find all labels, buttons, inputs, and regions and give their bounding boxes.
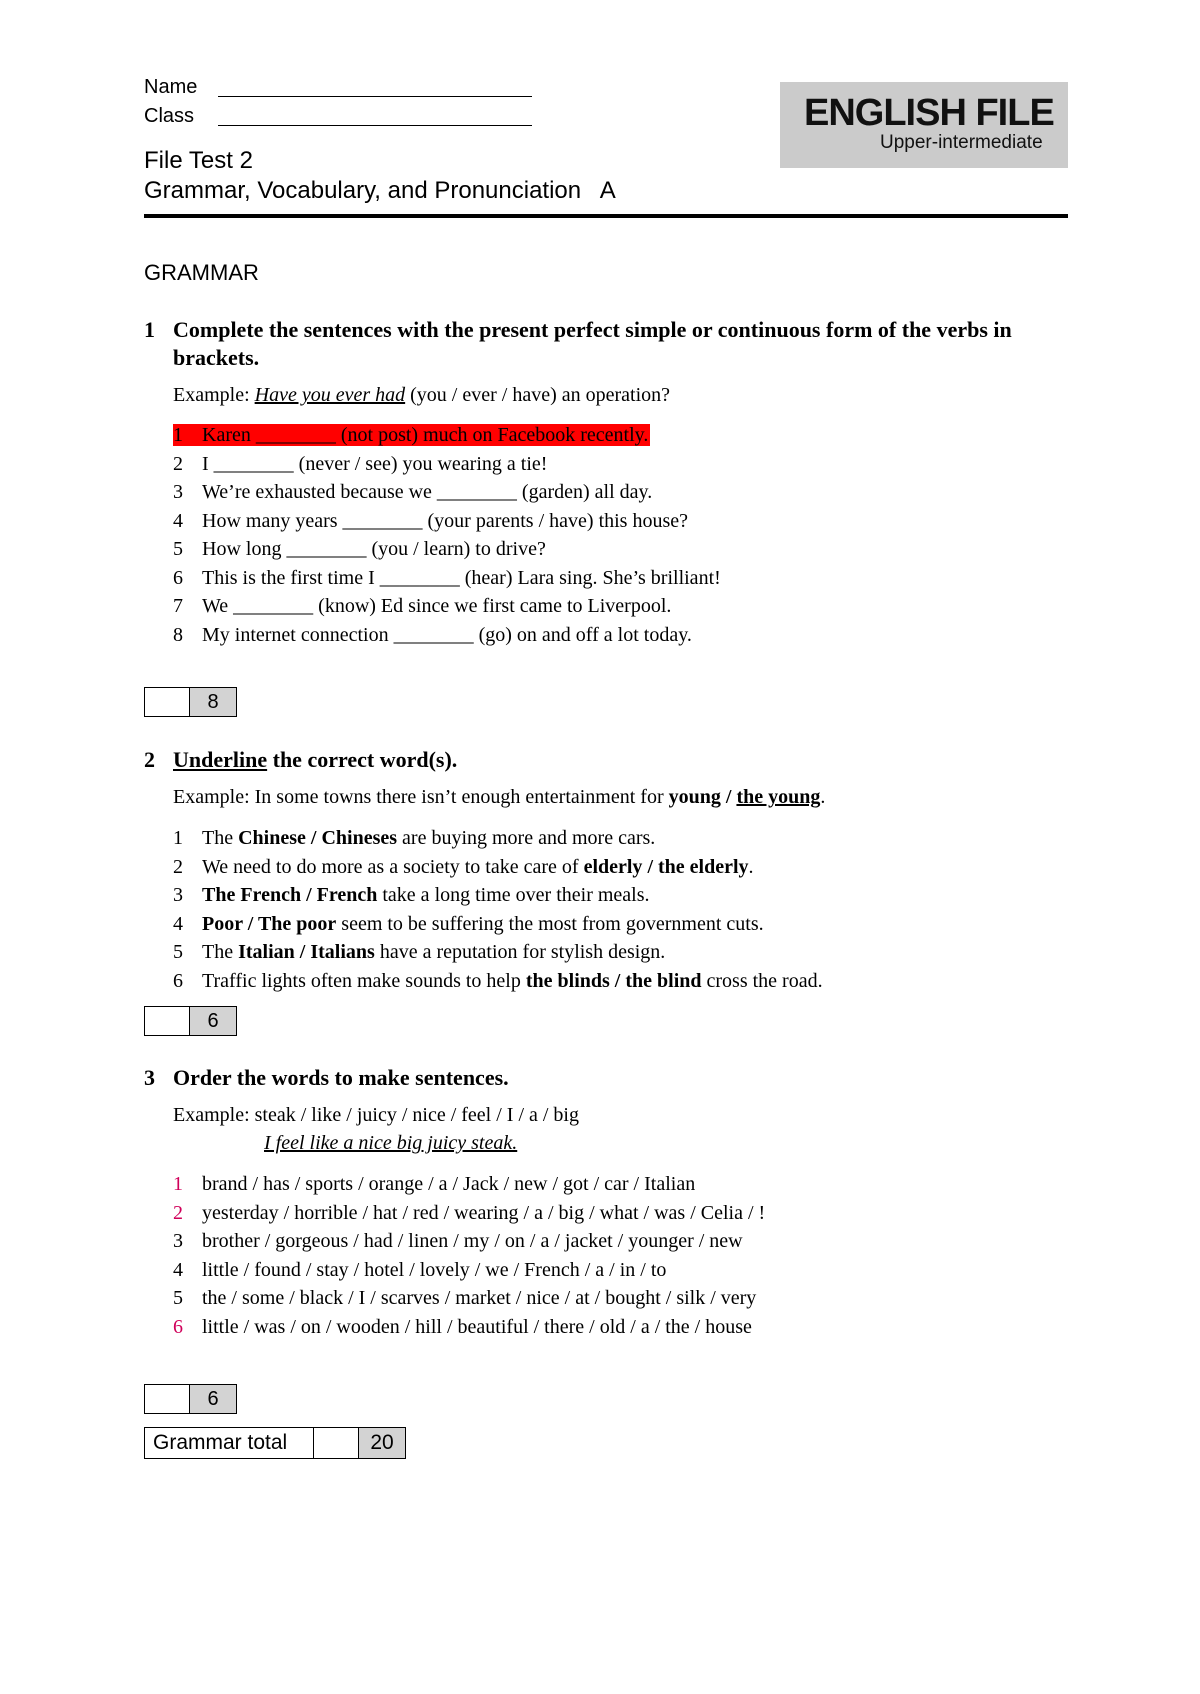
item-number: 2 (173, 855, 183, 878)
item-separator: / (301, 884, 317, 906)
item-text: Karen ________ (not post) much on Facebook recently. (202, 424, 649, 446)
item-option2[interactable]: French (316, 884, 378, 906)
q2-items (173, 824, 823, 995)
item-pre: Traffic lights often make sounds to help (202, 969, 526, 992)
item-number: 4 (173, 1258, 183, 1281)
item-post: seem to be suffering the most from government cuts. (336, 912, 764, 935)
q2-number: 2 (144, 747, 155, 772)
item-number: 4 (173, 509, 183, 532)
grammar-total-box (144, 1427, 406, 1459)
q2-score-box (144, 1006, 237, 1036)
item-text: How long ________ (you / learn) to drive? (202, 538, 546, 560)
item-number: 1 (173, 827, 183, 849)
q2-example-label: Example: (173, 786, 250, 808)
q1-example-label: Example: (173, 384, 250, 406)
test-title-line1: File Test 2 (144, 147, 253, 174)
q3-item-4[interactable] (173, 1256, 765, 1285)
q1-instruction: Complete the sentences with the present perfect simple or continuous form of the verbs in brackets. (173, 317, 1012, 370)
q3-score-max: 6 (190, 1385, 236, 1413)
q1-score-box (144, 687, 237, 717)
item-text: little / found / stay / hotel / lovely / we / French / a / in / to (202, 1258, 667, 1281)
item-post: . (748, 855, 754, 878)
item-text: yesterday / horrible / hat / red / wearing / a / big / what / was / Celia / ! (202, 1201, 766, 1224)
class-label: Class (144, 105, 195, 127)
q3-number: 3 (144, 1065, 155, 1090)
item-text: We’re exhausted because we ________ (garden) all day. (202, 481, 653, 503)
grammar-total-label: Grammar total (145, 1428, 314, 1458)
q2-item-6[interactable] (173, 967, 823, 996)
q2-example-pre: In some towns there isn’t enough entertainment for (254, 786, 669, 808)
item-option2[interactable]: Chineses (321, 827, 398, 849)
item-text: This is the first time I ________ (hear) Lara sing. She’s brilliant! (202, 566, 721, 589)
q1-item-8[interactable] (173, 621, 721, 650)
q2-instruction-underlined: Underline (173, 747, 268, 772)
item-text: brother / gorgeous / had / linen / my / on / a / jacket / younger / new (202, 1230, 743, 1252)
item-number: 6 (173, 566, 183, 589)
item-separator: / (609, 969, 626, 992)
q2-item-5[interactable] (173, 938, 823, 967)
item-number: 5 (173, 941, 183, 963)
item-text: We ________ (know) Ed since we first came to Liverpool. (202, 595, 672, 617)
section-title: GRAMMAR (144, 260, 259, 285)
item-text: My internet connection ________ (go) on and off a lot today. (202, 623, 692, 646)
item-number: 6 (173, 1315, 183, 1338)
q1-example-rest: (you / ever / have) an operation? (405, 384, 671, 406)
item-separator: / (242, 912, 258, 935)
q3-example-words: steak / like / juicy / nice / feel / I / a / big (254, 1104, 579, 1126)
item-option1[interactable]: The French (202, 884, 302, 906)
item-number: 3 (173, 884, 183, 906)
item-option1[interactable]: elderly (583, 855, 643, 878)
q2-example-post: . (820, 786, 826, 808)
q2-score-max: 6 (190, 1007, 236, 1035)
item-number: 8 (173, 623, 183, 646)
q2-score-input[interactable] (145, 1007, 190, 1035)
item-option1[interactable]: Italian (238, 941, 295, 963)
q2-item-4[interactable] (173, 910, 823, 939)
item-number: 3 (173, 481, 183, 503)
q3-example-label: Example: (173, 1104, 250, 1126)
q1-items (173, 421, 721, 649)
item-number: 3 (173, 1230, 183, 1252)
q2-item-1[interactable] (173, 824, 823, 853)
q2-instruction-rest: the correct word(s). (267, 747, 458, 772)
item-number: 2 (173, 452, 183, 475)
q1-item-3[interactable] (173, 478, 721, 507)
item-post: are buying more and more cars. (397, 827, 656, 849)
item-text: I ________ (never / see) you wearing a tie! (202, 452, 548, 475)
item-number: 5 (173, 538, 183, 560)
q2-example-separator: / (720, 786, 737, 808)
q2-instruction (173, 746, 1073, 774)
logo-subtitle: Upper-intermediate (880, 132, 1043, 153)
q3-item-3[interactable] (173, 1227, 765, 1256)
q2-example-option1: young (668, 786, 721, 808)
english-file-logo (780, 82, 1068, 168)
q1-score-max: 8 (190, 688, 236, 716)
q1-number: 1 (144, 317, 155, 342)
item-text: the / some / black / I / scarves / market / nice / at / bought / silk / very (202, 1287, 757, 1309)
q3-example-answer-line (264, 1132, 517, 1155)
item-option2[interactable]: the elderly (658, 855, 749, 878)
item-option2[interactable]: Italians (310, 941, 375, 963)
q1-item-2[interactable] (173, 450, 721, 479)
test-title-line2: Grammar, Vocabulary, and Pronunciation A (144, 177, 616, 204)
item-text: How many years ________ (your parents / have) this house? (202, 509, 688, 532)
item-separator: / (642, 855, 658, 878)
class-line[interactable] (218, 125, 532, 126)
q3-item-5[interactable] (173, 1284, 765, 1313)
q1-example (173, 384, 670, 407)
item-text: brand / has / sports / orange / a / Jack / new / got / car / Italian (202, 1173, 696, 1195)
q2-example (173, 786, 825, 809)
item-pre: The (202, 941, 239, 963)
item-separator: / (305, 827, 322, 849)
q3-item-6[interactable] (173, 1313, 765, 1342)
q2-item-3[interactable] (173, 881, 823, 910)
item-pre: We need to do more as a society to take care of (202, 855, 584, 878)
item-pre: The (202, 827, 239, 849)
q1-item-1[interactable] (173, 421, 721, 450)
item-post: take a long time over their meals. (377, 884, 650, 906)
item-number: 2 (173, 1201, 183, 1224)
q3-item-1[interactable] (173, 1170, 765, 1199)
item-option2[interactable]: the blind (625, 969, 702, 992)
q3-instruction: Order the words to make sentences. (173, 1065, 509, 1090)
item-separator: / (294, 941, 311, 963)
name-label: Name (144, 76, 198, 98)
logo-title: ENGLISH FILE (804, 92, 1054, 134)
q3-score-input[interactable] (145, 1385, 190, 1413)
q2-example-option2: the young (736, 786, 821, 808)
name-field[interactable] (144, 76, 216, 99)
item-number: 7 (173, 595, 183, 617)
item-post: cross the road. (701, 969, 823, 992)
q3-item-2[interactable] (173, 1199, 765, 1228)
item-number: 5 (173, 1287, 183, 1309)
name-line[interactable] (218, 96, 532, 97)
test-title (144, 146, 616, 206)
item-option1[interactable]: Chinese (238, 827, 306, 849)
q1-item-5[interactable] (173, 535, 721, 564)
item-option1[interactable]: the blinds (525, 969, 610, 992)
q3-example (173, 1104, 579, 1127)
grammar-total-max: 20 (359, 1428, 405, 1458)
class-field[interactable] (144, 105, 216, 128)
q2-item-2[interactable] (173, 853, 823, 882)
item-number: 6 (173, 969, 183, 992)
header-rule (144, 214, 1068, 218)
item-option1[interactable]: Poor (202, 912, 243, 935)
item-text: little / was / on / wooden / hill / beautiful / there / old / a / the / house (202, 1315, 752, 1338)
q1-score-input[interactable] (145, 688, 190, 716)
item-number: 1 (173, 424, 183, 446)
q1-item-6[interactable] (173, 564, 721, 593)
q3-example-answer: I feel like a nice big juicy steak. (264, 1132, 518, 1154)
q1-example-answer: Have you ever had (254, 384, 406, 406)
q1-item-7[interactable] (173, 592, 721, 621)
grammar-total-input[interactable] (314, 1428, 359, 1458)
item-number: 4 (173, 912, 183, 935)
item-option2[interactable]: The poor (257, 912, 337, 935)
q1-item-4[interactable] (173, 507, 721, 536)
item-post: have a reputation for stylish design. (374, 941, 666, 963)
q3-score-box (144, 1384, 237, 1414)
q3-items (173, 1170, 765, 1341)
item-number: 1 (173, 1173, 183, 1195)
